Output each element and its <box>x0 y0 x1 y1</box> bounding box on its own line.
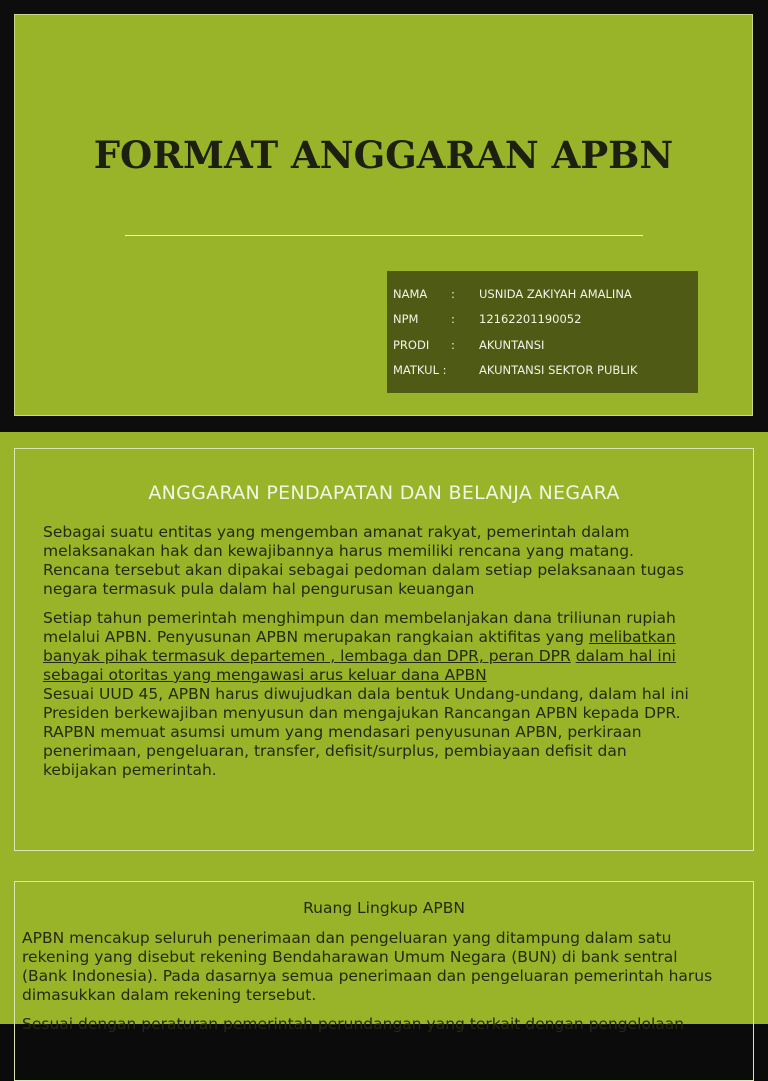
paragraph: APBN mencakup seluruh penerimaan dan pengeluaran yang ditampung dalam satu rekening yang disebut rekening Bendaharawan Umum Negara (BUN) di bank sentral (Bank Indonesia). Pada dasarnya semua penerimaan dan pengeluaran pemerintah harus dimasukkan dalam rekening tersebut. <box>22 929 713 1004</box>
slide-title <box>0 0 768 432</box>
paragraph: Sebagai suatu entitas yang mengemban amanat rakyat, pemerintah dalam melaksanakan hak dan kewajibannya harus memiliki rencana yang matang. Rencana tersebut akan dipakai sebagai pedoman dalam setiap pelaksanaan tugas negara termasuk pula dalam hal pengurusan keuangan <box>43 523 684 598</box>
info-key: PRODI <box>393 337 430 352</box>
section-heading: Ruang Lingkup APBN <box>303 899 465 917</box>
info-colon: : <box>451 312 455 327</box>
underlined-text: melibatkan banyak pihak termasuk departemen , lembaga dan DPR, peran DPR <box>43 628 676 665</box>
paragraph-text: Sesuai UUD 45, APBN harus diwujudkan dala bentuk Undang-undang, dalam hal ini Presiden berkewajiban menyusun dan mengajukan Rancangan APBN kepada DPR. RAPBN memuat asumsi umum yang mendasari penyusunan APBN, perkiraan penerimaan, pengeluaran, transfer, defisit/surplus, pembiayaan defisit dan kebijakan pemerintah. <box>43 685 689 779</box>
info-key: MATKUL : <box>393 363 447 378</box>
info-key: NAMA <box>393 286 428 301</box>
title-slide-panel <box>14 14 753 416</box>
student-info-box <box>387 271 698 393</box>
title-divider <box>125 235 643 236</box>
info-value: 12162201190052 <box>479 312 582 327</box>
paragraph: Sesuai dengan peraturan pemerintah perundangan yang terkait dengan pengelolaan <box>22 1015 685 1033</box>
info-value: USNIDA ZAKIYAH AMALINA <box>479 286 632 301</box>
slide-ruang-lingkup <box>0 864 768 1033</box>
slide-body <box>43 523 703 790</box>
slide-body <box>22 929 722 1044</box>
info-row-nama <box>393 281 692 307</box>
slide-apbn-overview <box>0 432 768 864</box>
slide-title-heading: FORMAT ANGGARAN APBN <box>93 133 674 177</box>
section-heading: ANGGARAN PENDAPATAN DAN BELANJA NEGARA <box>148 482 620 504</box>
info-value: AKUNTANSI SEKTOR PUBLIK <box>479 363 638 378</box>
info-key: NPM <box>393 312 419 327</box>
info-row-matkul <box>393 358 692 384</box>
paragraph-text: Setiap tahun pemerintah menghimpun dan membelanjakan dana triliunan rupiah melalui APBN. Penyusunan APBN merupakan rangkaian aktifitas yang <box>43 609 676 646</box>
info-value: AKUNTANSI <box>479 337 545 352</box>
info-colon: : <box>451 337 455 352</box>
info-row-prodi <box>393 332 692 358</box>
info-row-npm <box>393 307 692 333</box>
underlined-text: dalam hal ini sebagai otoritas yang mengawasi arus keluar dana APBN <box>43 647 676 684</box>
info-colon: : <box>451 286 455 301</box>
paragraph <box>43 609 703 780</box>
